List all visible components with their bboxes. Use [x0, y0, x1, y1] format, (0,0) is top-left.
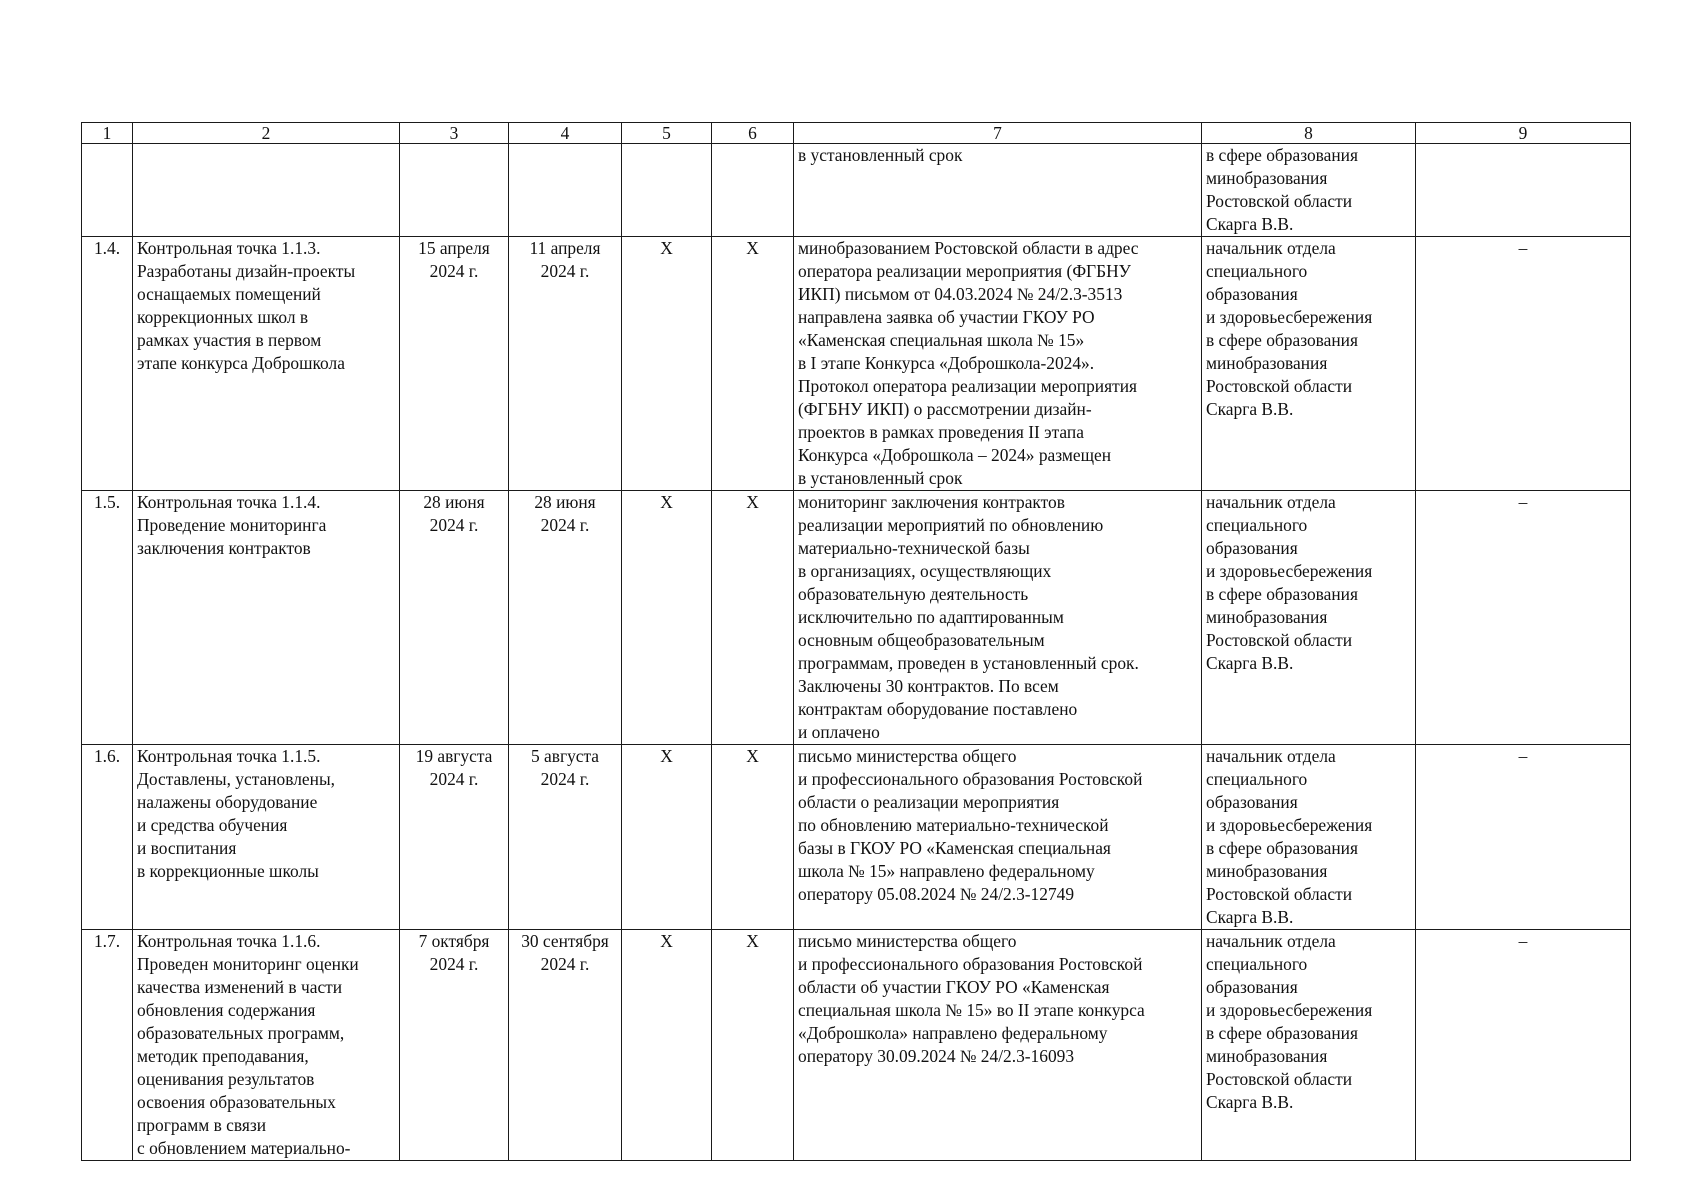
column-9-cell: –	[1416, 237, 1631, 491]
control-point-name: Контрольная точка 1.1.3. Разработаны дизайн-проекты оснащаемых помещений коррекционных школ в рамках участия в первом этапе конкурса Доброшкола	[133, 237, 400, 491]
column-9-cell: –	[1416, 491, 1631, 745]
control-point-name: Контрольная точка 1.1.6. Проведен мониторинг оценки качества изменений в части обновления содержания образовательных программ, методик преподавания, оценивания результатов освоения образовательных программ в связи с обновлением материально-	[133, 930, 400, 1161]
planned-date: 19 августа 2024 г.	[400, 745, 509, 930]
row-number	[82, 144, 133, 237]
column-number: 2	[133, 123, 400, 144]
planned-date: 28 июня 2024 г.	[400, 491, 509, 745]
responsible-person: в сфере образования минобразования Ростовской области Скарга В.В.	[1202, 144, 1416, 237]
column-5-cell: Х	[622, 745, 712, 930]
actual-date: 11 апреля 2024 г.	[509, 237, 622, 491]
responsible-person: начальник отдела специального образования и здоровьесбережения в сфере образования минобразования Ростовской области Скарга В.В.	[1202, 491, 1416, 745]
column-9-cell	[1416, 144, 1631, 237]
table-row	[82, 930, 1631, 1161]
table-row	[82, 745, 1631, 930]
row-number: 1.6.	[82, 745, 133, 930]
row-number: 1.5.	[82, 491, 133, 745]
column-number: 4	[509, 123, 622, 144]
column-5-cell	[622, 144, 712, 237]
column-6-cell: Х	[712, 237, 794, 491]
column-5-cell: Х	[622, 237, 712, 491]
column-9-cell: –	[1416, 745, 1631, 930]
actual-date: 5 августа 2024 г.	[509, 745, 622, 930]
column-6-cell	[712, 144, 794, 237]
planned-date: 7 октября 2024 г.	[400, 930, 509, 1161]
table-row	[82, 491, 1631, 745]
result-description: мониторинг заключения контрактов реализации мероприятий по обновлению материально-технической базы в организациях, осуществляющих образовательную деятельность исключительно по адаптированным основным общеобразовательным программам, проведен в установленный срок. Заключены 30 контрактов. По всем контрактам оборудование поставлено и оплачено	[794, 491, 1202, 745]
row-number: 1.4.	[82, 237, 133, 491]
column-number: 8	[1202, 123, 1416, 144]
result-description: письмо министерства общего и профессионального образования Ростовской области о реализации мероприятия по обновлению материально-технической базы в ГКОУ РО «Каменская специальная школа № 15» направлено федеральному оператору 05.08.2024 № 24/2.3-12749	[794, 745, 1202, 930]
column-number: 5	[622, 123, 712, 144]
column-number: 6	[712, 123, 794, 144]
control-points-table	[81, 122, 1631, 1161]
table-row	[82, 237, 1631, 491]
actual-date	[509, 144, 622, 237]
column-number: 1	[82, 123, 133, 144]
responsible-person: начальник отдела специального образования и здоровьесбережения в сфере образования минобразования Ростовской области Скарга В.В.	[1202, 237, 1416, 491]
row-number: 1.7.	[82, 930, 133, 1161]
table-row-continuation	[82, 144, 1631, 237]
result-description: минобразованием Ростовской области в адрес оператора реализации мероприятия (ФГБНУ ИКП) письмом от 04.03.2024 № 24/2.3-3513 направлена заявка об участии ГКОУ РО «Каменская специальная школа № 15» в I этапе Конкурса «Доброшкола-2024». Протокол оператора реализации мероприятия (ФГБНУ ИКП) о рассмотрении дизайн- проектов в рамках проведения II этапа Конкурса «Доброшкола – 2024» размещен в установленный срок	[794, 237, 1202, 491]
column-number: 3	[400, 123, 509, 144]
control-point-name	[133, 144, 400, 237]
responsible-person: начальник отдела специального образования и здоровьесбережения в сфере образования минобразования Ростовской области Скарга В.В.	[1202, 745, 1416, 930]
column-6-cell: Х	[712, 745, 794, 930]
actual-date: 28 июня 2024 г.	[509, 491, 622, 745]
planned-date	[400, 144, 509, 237]
responsible-person: начальник отдела специального образования и здоровьесбережения в сфере образования минобразования Ростовской области Скарга В.В.	[1202, 930, 1416, 1161]
column-6-cell: Х	[712, 930, 794, 1161]
control-point-name: Контрольная точка 1.1.4. Проведение мониторинга заключения контрактов	[133, 491, 400, 745]
planned-date: 15 апреля 2024 г.	[400, 237, 509, 491]
control-point-name: Контрольная точка 1.1.5. Доставлены, установлены, налажены оборудование и средства обучения и воспитания в коррекционные школы	[133, 745, 400, 930]
result-description: письмо министерства общего и профессионального образования Ростовской области об участии ГКОУ РО «Каменская специальная школа № 15» во II этапе конкурса «Доброшкола» направлено федеральному оператору 30.09.2024 № 24/2.3-16093	[794, 930, 1202, 1161]
column-5-cell: Х	[622, 930, 712, 1161]
result-description: в установленный срок	[794, 144, 1202, 237]
column-number-row	[82, 123, 1631, 144]
column-6-cell: Х	[712, 491, 794, 745]
column-5-cell: Х	[622, 491, 712, 745]
actual-date: 30 сентября 2024 г.	[509, 930, 622, 1161]
column-number: 7	[794, 123, 1202, 144]
column-number: 9	[1416, 123, 1631, 144]
column-9-cell: –	[1416, 930, 1631, 1161]
